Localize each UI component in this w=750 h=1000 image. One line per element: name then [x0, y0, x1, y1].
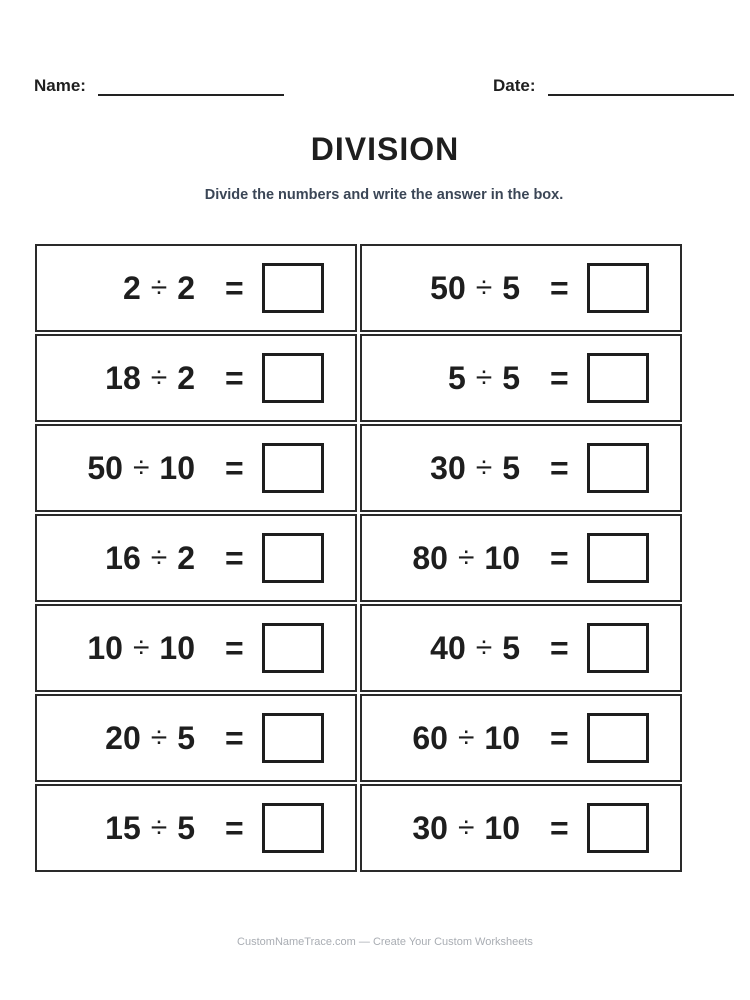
answer-box[interactable]	[262, 263, 324, 313]
division-expression	[412, 786, 520, 870]
division-expression	[448, 336, 520, 420]
instructions: Divide the numbers and write the answer in the box.	[204, 187, 564, 203]
answer-box[interactable]	[262, 803, 324, 853]
equals-symbol: =	[225, 449, 244, 486]
divisor: 2	[177, 539, 195, 576]
division-expression	[412, 696, 520, 780]
problem-cell	[35, 694, 357, 782]
problem-cell	[360, 334, 682, 422]
equals-symbol: =	[225, 629, 244, 666]
page-title: DIVISION	[310, 131, 460, 167]
equals-symbol: =	[225, 269, 244, 306]
divide-symbol: ÷	[150, 721, 168, 754]
division-expression	[412, 516, 520, 600]
answer-box[interactable]	[587, 713, 649, 763]
dividend: 60	[412, 719, 448, 756]
date-label: Date:	[493, 76, 536, 95]
answer-box[interactable]	[587, 353, 649, 403]
division-expression	[105, 516, 195, 600]
answer-box[interactable]	[262, 353, 324, 403]
dividend: 16	[105, 539, 141, 576]
problem-cell	[35, 514, 357, 602]
divide-symbol: ÷	[132, 451, 150, 484]
divisor: 5	[177, 719, 195, 756]
dividend: 50	[87, 449, 123, 486]
dividend: 15	[105, 809, 141, 846]
dividend: 30	[430, 449, 466, 486]
divide-symbol: ÷	[150, 811, 168, 844]
answer-box[interactable]	[587, 623, 649, 673]
divide-symbol: ÷	[150, 271, 168, 304]
dividend: 2	[122, 269, 141, 306]
problem-cell	[35, 334, 357, 422]
answer-box[interactable]	[262, 443, 324, 493]
divisor: 10	[159, 629, 195, 666]
division-expression	[430, 606, 520, 690]
problem-cell	[360, 784, 682, 872]
footer-credit: CustomNameTrace.com — Create Your Custom Worksheets	[237, 936, 533, 948]
dividend: 30	[412, 809, 448, 846]
problem-cell	[35, 784, 357, 872]
division-expression	[105, 336, 195, 420]
divisor: 10	[159, 449, 195, 486]
divisor: 2	[177, 359, 195, 396]
divisor: 10	[484, 809, 520, 846]
division-expression	[87, 606, 195, 690]
answer-box[interactable]	[587, 443, 649, 493]
problem-cell	[35, 604, 357, 692]
equals-symbol: =	[550, 269, 569, 306]
dividend: 50	[430, 269, 466, 306]
name-label: Name:	[34, 76, 86, 95]
dividend: 20	[105, 719, 141, 756]
divide-symbol: ÷	[475, 271, 493, 304]
divisor: 5	[502, 359, 520, 396]
division-expression	[123, 246, 195, 330]
equals-symbol: =	[225, 539, 244, 576]
equals-symbol: =	[550, 719, 569, 756]
divisor: 5	[177, 809, 195, 846]
answer-box[interactable]	[262, 533, 324, 583]
dividend: 10	[87, 629, 123, 666]
answer-box[interactable]	[262, 713, 324, 763]
division-expression	[430, 246, 520, 330]
equals-symbol: =	[550, 449, 569, 486]
name-field	[34, 76, 284, 96]
divide-symbol: ÷	[150, 541, 168, 574]
equals-symbol: =	[225, 359, 244, 396]
answer-box[interactable]	[587, 803, 649, 853]
equals-symbol: =	[550, 359, 569, 396]
dividend: 18	[105, 359, 141, 396]
equals-symbol: =	[225, 719, 244, 756]
problem-cell	[360, 604, 682, 692]
answer-box[interactable]	[587, 263, 649, 313]
equals-symbol: =	[225, 809, 244, 846]
division-expression	[105, 786, 195, 870]
divide-symbol: ÷	[150, 361, 168, 394]
problem-cell	[360, 244, 682, 332]
divisor: 10	[484, 539, 520, 576]
divide-symbol: ÷	[457, 721, 475, 754]
divide-symbol: ÷	[132, 631, 150, 664]
divisor: 5	[502, 629, 520, 666]
answer-box[interactable]	[587, 533, 649, 583]
dividend: 5	[447, 359, 466, 396]
problem-cell	[360, 424, 682, 512]
equals-symbol: =	[550, 809, 569, 846]
dividend: 80	[412, 539, 448, 576]
name-blank-line[interactable]	[98, 80, 284, 96]
divisor: 5	[502, 269, 520, 306]
divide-symbol: ÷	[475, 631, 493, 664]
divide-symbol: ÷	[475, 361, 493, 394]
date-field	[493, 76, 734, 96]
date-blank-line[interactable]	[548, 80, 734, 96]
problem-cell	[360, 694, 682, 782]
divide-symbol: ÷	[457, 541, 475, 574]
problem-grid	[35, 244, 682, 872]
divide-symbol: ÷	[457, 811, 475, 844]
division-expression	[430, 426, 520, 510]
divisor: 5	[502, 449, 520, 486]
division-expression	[105, 696, 195, 780]
dividend: 40	[430, 629, 466, 666]
divide-symbol: ÷	[475, 451, 493, 484]
division-expression	[87, 426, 195, 510]
problem-cell	[35, 424, 357, 512]
problem-cell	[360, 514, 682, 602]
equals-symbol: =	[550, 539, 569, 576]
divisor: 10	[484, 719, 520, 756]
answer-box[interactable]	[262, 623, 324, 673]
equals-symbol: =	[550, 629, 569, 666]
problem-cell	[35, 244, 357, 332]
divisor: 2	[177, 269, 195, 306]
